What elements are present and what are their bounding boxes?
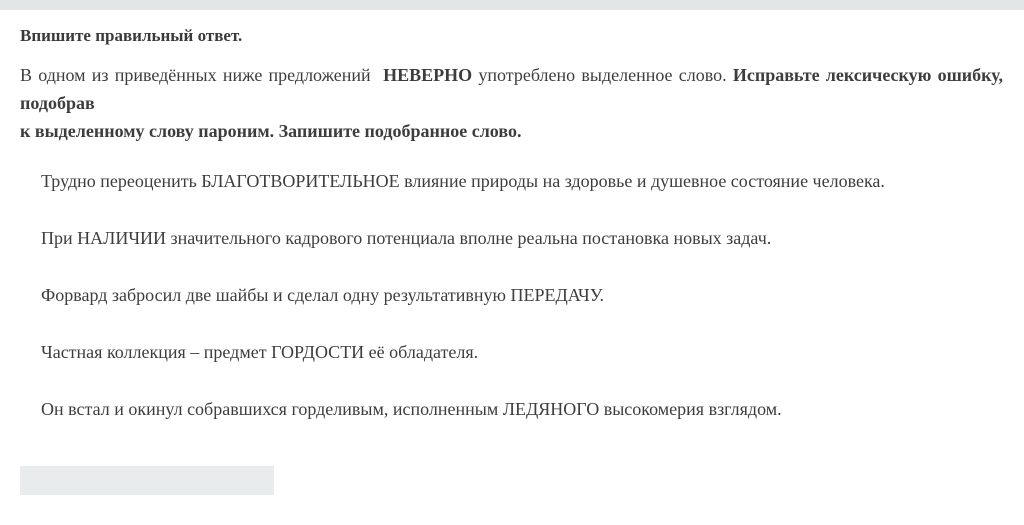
instruction-text-bold: Исправьте лексическую ошибку, [732, 65, 1003, 85]
task-instruction [20, 61, 1003, 145]
instruction-keyword-neverno: НЕВЕРНО [383, 65, 473, 85]
instruction-text-regular: В одном из приведённых ниже предложений [20, 65, 384, 85]
instruction-text-regular-2: употреблено выделенное слово. [472, 65, 733, 85]
sentence-option-4: Частная коллекция – предмет ГОРДОСТИ её обладателя. [41, 342, 479, 362]
task-prompt-heading: Впишите правильный ответ. [20, 26, 243, 45]
sentence-option-5: Он встал и окинул собравшихся горделивым, исполненным ЛЕДЯНОГО высокомерия взглядом. [41, 399, 782, 419]
instruction-line-2: подобрав [20, 93, 95, 113]
instruction-line-1 [20, 61, 1003, 89]
sentence-option-1: Трудно переоценить БЛАГОТВОРИТЕЛЬНОЕ влияние природы на здоровье и душевное состояние человека. [41, 171, 885, 191]
instruction-line-3: к выделенному слову пароним. Запишите подобранное слово. [20, 121, 522, 141]
sentence-option-3: Форвард забросил две шайбы и сделал одну результативную ПЕРЕДАЧУ. [41, 285, 605, 305]
sentence-option-2: При НАЛИЧИИ значительного кадрового потенциала вполне реальна постановка новых задач. [41, 228, 772, 248]
top-bar [0, 0, 1024, 10]
answer-input[interactable] [20, 466, 274, 495]
sentence-list [41, 167, 1001, 452]
